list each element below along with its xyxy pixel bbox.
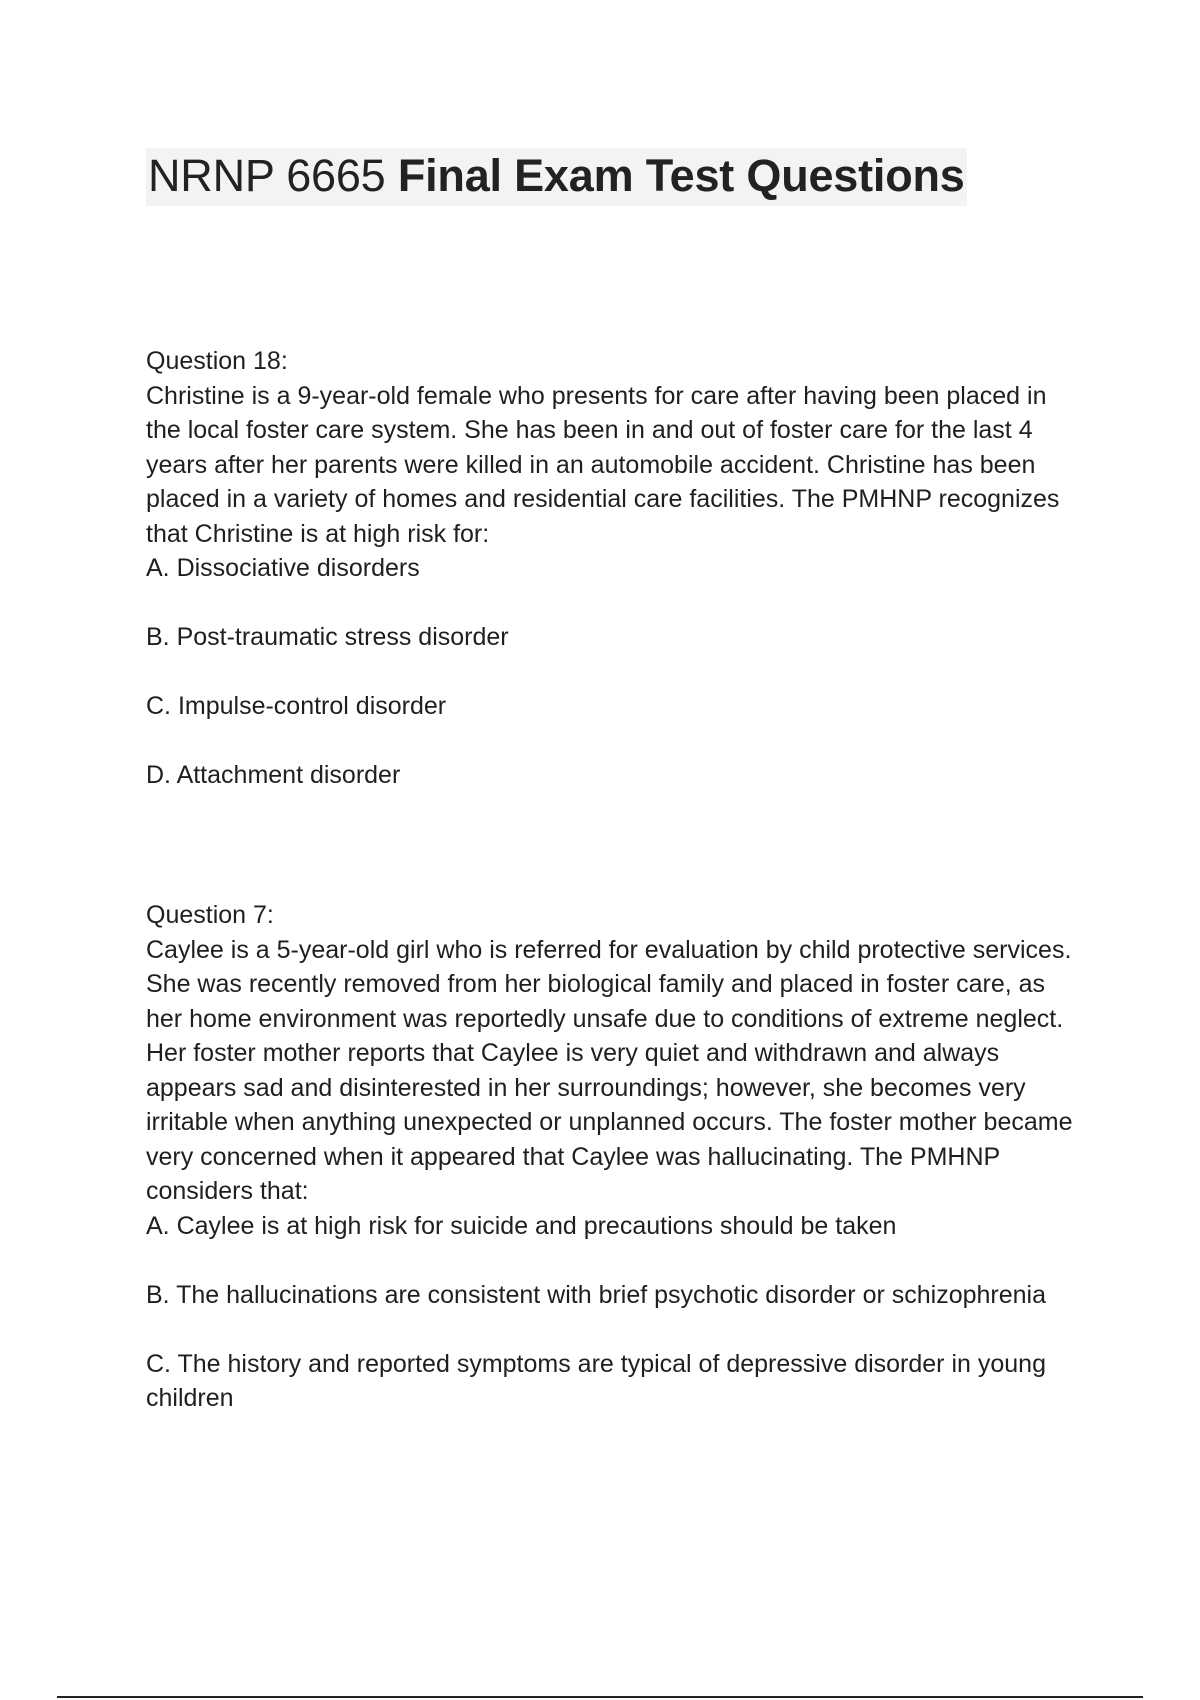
answer-option: A. Caylee is at high risk for suicide and precautions should be taken — [146, 1211, 897, 1240]
answer-option: C. Impulse-control disorder — [146, 692, 447, 720]
page-title — [146, 148, 967, 206]
title-course-code: NRNP 6665 — [148, 150, 398, 201]
question-stem: Caylee is a 5-year-old girl who is referred for evaluation by child protective services. She was recently removed from her biological family and placed in foster care, as her home environment was reportedly unsafe due to conditions of extreme neglect. Her foster mother reports that Caylee is very quiet and withdrawn and always appears sad and disinterested in her surroundings; however, she becomes very irritable when anything unexpected or unplanned occurs. The foster mother became very concerned when it appeared that Caylee was hallucinating. The PMHNP considers that: — [146, 935, 1073, 1205]
answer-option: A. Dissociative disorders — [146, 554, 420, 582]
footer-divider — [57, 1696, 1143, 1698]
answer-option: B. The hallucinations are consistent with brief psychotic disorder or schizophrenia — [146, 1280, 1046, 1309]
answer-options — [146, 1209, 1086, 1416]
question-block — [146, 344, 1086, 827]
answer-option: D. Attachment disorder — [146, 761, 401, 789]
answer-option: C. The history and reported symptoms are typical of depressive disorder in young children — [146, 1349, 1046, 1412]
title-main: Final Exam Test Questions — [397, 150, 965, 201]
answer-options — [146, 551, 1086, 793]
question-stem: Christine is a 9-year-old female who presents for care after having been placed in the local foster care system. She has been in and out of foster care for the last 4 years after her parents were killed in an automobile accident. Christine has been placed in a variety of homes and residential care facilities. The PMHNP recognizes that Christine is at high risk for: — [146, 381, 1060, 548]
question-label: Question 18: — [146, 347, 288, 375]
answer-option: B. Post-traumatic stress disorder — [146, 623, 509, 651]
question-block — [146, 898, 1086, 1450]
question-label: Question 7: — [146, 901, 274, 929]
